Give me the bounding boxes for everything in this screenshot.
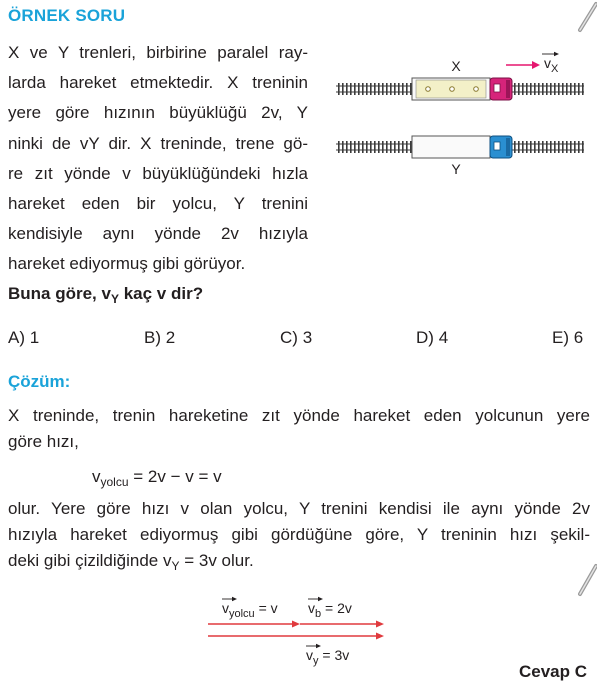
question-line: yere göre hızının büyüklüğü 2v, Y xyxy=(8,103,308,123)
question-text xyxy=(8,38,308,280)
option-value: 1 xyxy=(29,328,40,347)
question-line: X ve Y trenleri, birbirine paralel ray- xyxy=(8,43,308,62)
vector-v-b xyxy=(300,621,384,628)
option-letter: A) xyxy=(8,328,25,347)
question-line: larda hareket etmektedir. X treninin xyxy=(8,73,308,93)
solution-line: X treninde, trenin hareketine zıt yönde hareket eden yolcunun yere xyxy=(8,406,590,425)
option-e[interactable] xyxy=(552,328,583,348)
option-value: 4 xyxy=(438,328,449,347)
question-line: hareket eden bir yolcu, Y trenini xyxy=(8,193,308,213)
option-letter: B) xyxy=(144,328,161,347)
vector-diagram xyxy=(200,594,400,674)
question-line: ninki de vY dir. X treninde, trene gö- xyxy=(8,133,308,153)
equation-v-yolcu xyxy=(92,467,222,489)
option-letter: D) xyxy=(416,328,434,347)
equation-rhs: = 2v − v = v xyxy=(133,467,222,486)
train-y xyxy=(412,136,512,158)
equation-lhs: v xyxy=(92,467,101,486)
velocity-x-label: $v_X$ xyxy=(544,55,559,75)
train-x-label: X xyxy=(451,58,461,74)
solution-line: deki gibi çizildiğinde $v_Y = 3v$ olur. xyxy=(8,551,254,573)
option-letter: C) xyxy=(280,328,298,347)
solution-title: Çözüm: xyxy=(8,372,71,391)
question-line: kendisiyle aynı yönde 2v hızıyla xyxy=(8,224,308,244)
solution-text-2 xyxy=(8,496,590,579)
option-value: 2 xyxy=(165,328,176,347)
train-y-label: Y xyxy=(451,161,461,177)
solution-line: olur. Yere göre hızı v olan yolcu, Y trenini kendisi ile aynı yönde 2v xyxy=(8,499,590,518)
option-b[interactable] xyxy=(144,328,175,348)
option-value: 6 xyxy=(573,328,584,347)
answer-label: Cevap C xyxy=(518,662,587,681)
pin-icon xyxy=(574,0,597,36)
example-question-title: ÖRNEK SORU xyxy=(8,6,126,25)
pin-icon xyxy=(574,560,597,600)
solution-text-1 xyxy=(8,403,590,455)
solution-line: hızıyla hareket ediyormuş gibi gördüğüne göre, Y treninin hızı şekil- xyxy=(8,525,590,544)
option-c[interactable] xyxy=(280,328,312,348)
v-b-label: $v_b = 2v$ xyxy=(308,600,352,620)
solution-line: göre hızı, xyxy=(8,432,79,451)
v-y-label: $v_y = 3v$ xyxy=(306,647,350,667)
option-d[interactable] xyxy=(416,328,448,348)
train-x xyxy=(412,78,512,100)
question-prompt: Buna göre, $v_Y$ kaç v dir? xyxy=(8,284,204,306)
vector-v-yolcu xyxy=(208,621,300,628)
option-a[interactable] xyxy=(8,328,39,348)
equation-lhs-sub: yolcu xyxy=(100,475,129,489)
v-yolcu-label: $v_{yolcu} = v$ xyxy=(222,600,278,620)
trains-figure xyxy=(330,50,592,180)
option-value: 3 xyxy=(302,328,313,347)
vector-v-y xyxy=(208,633,384,640)
option-letter: E) xyxy=(552,328,569,347)
question-line: re zıt yönde v büyüklüğündeki hızla xyxy=(8,163,308,183)
question-line: hareket ediyormuş gibi görüyor. xyxy=(8,254,246,274)
